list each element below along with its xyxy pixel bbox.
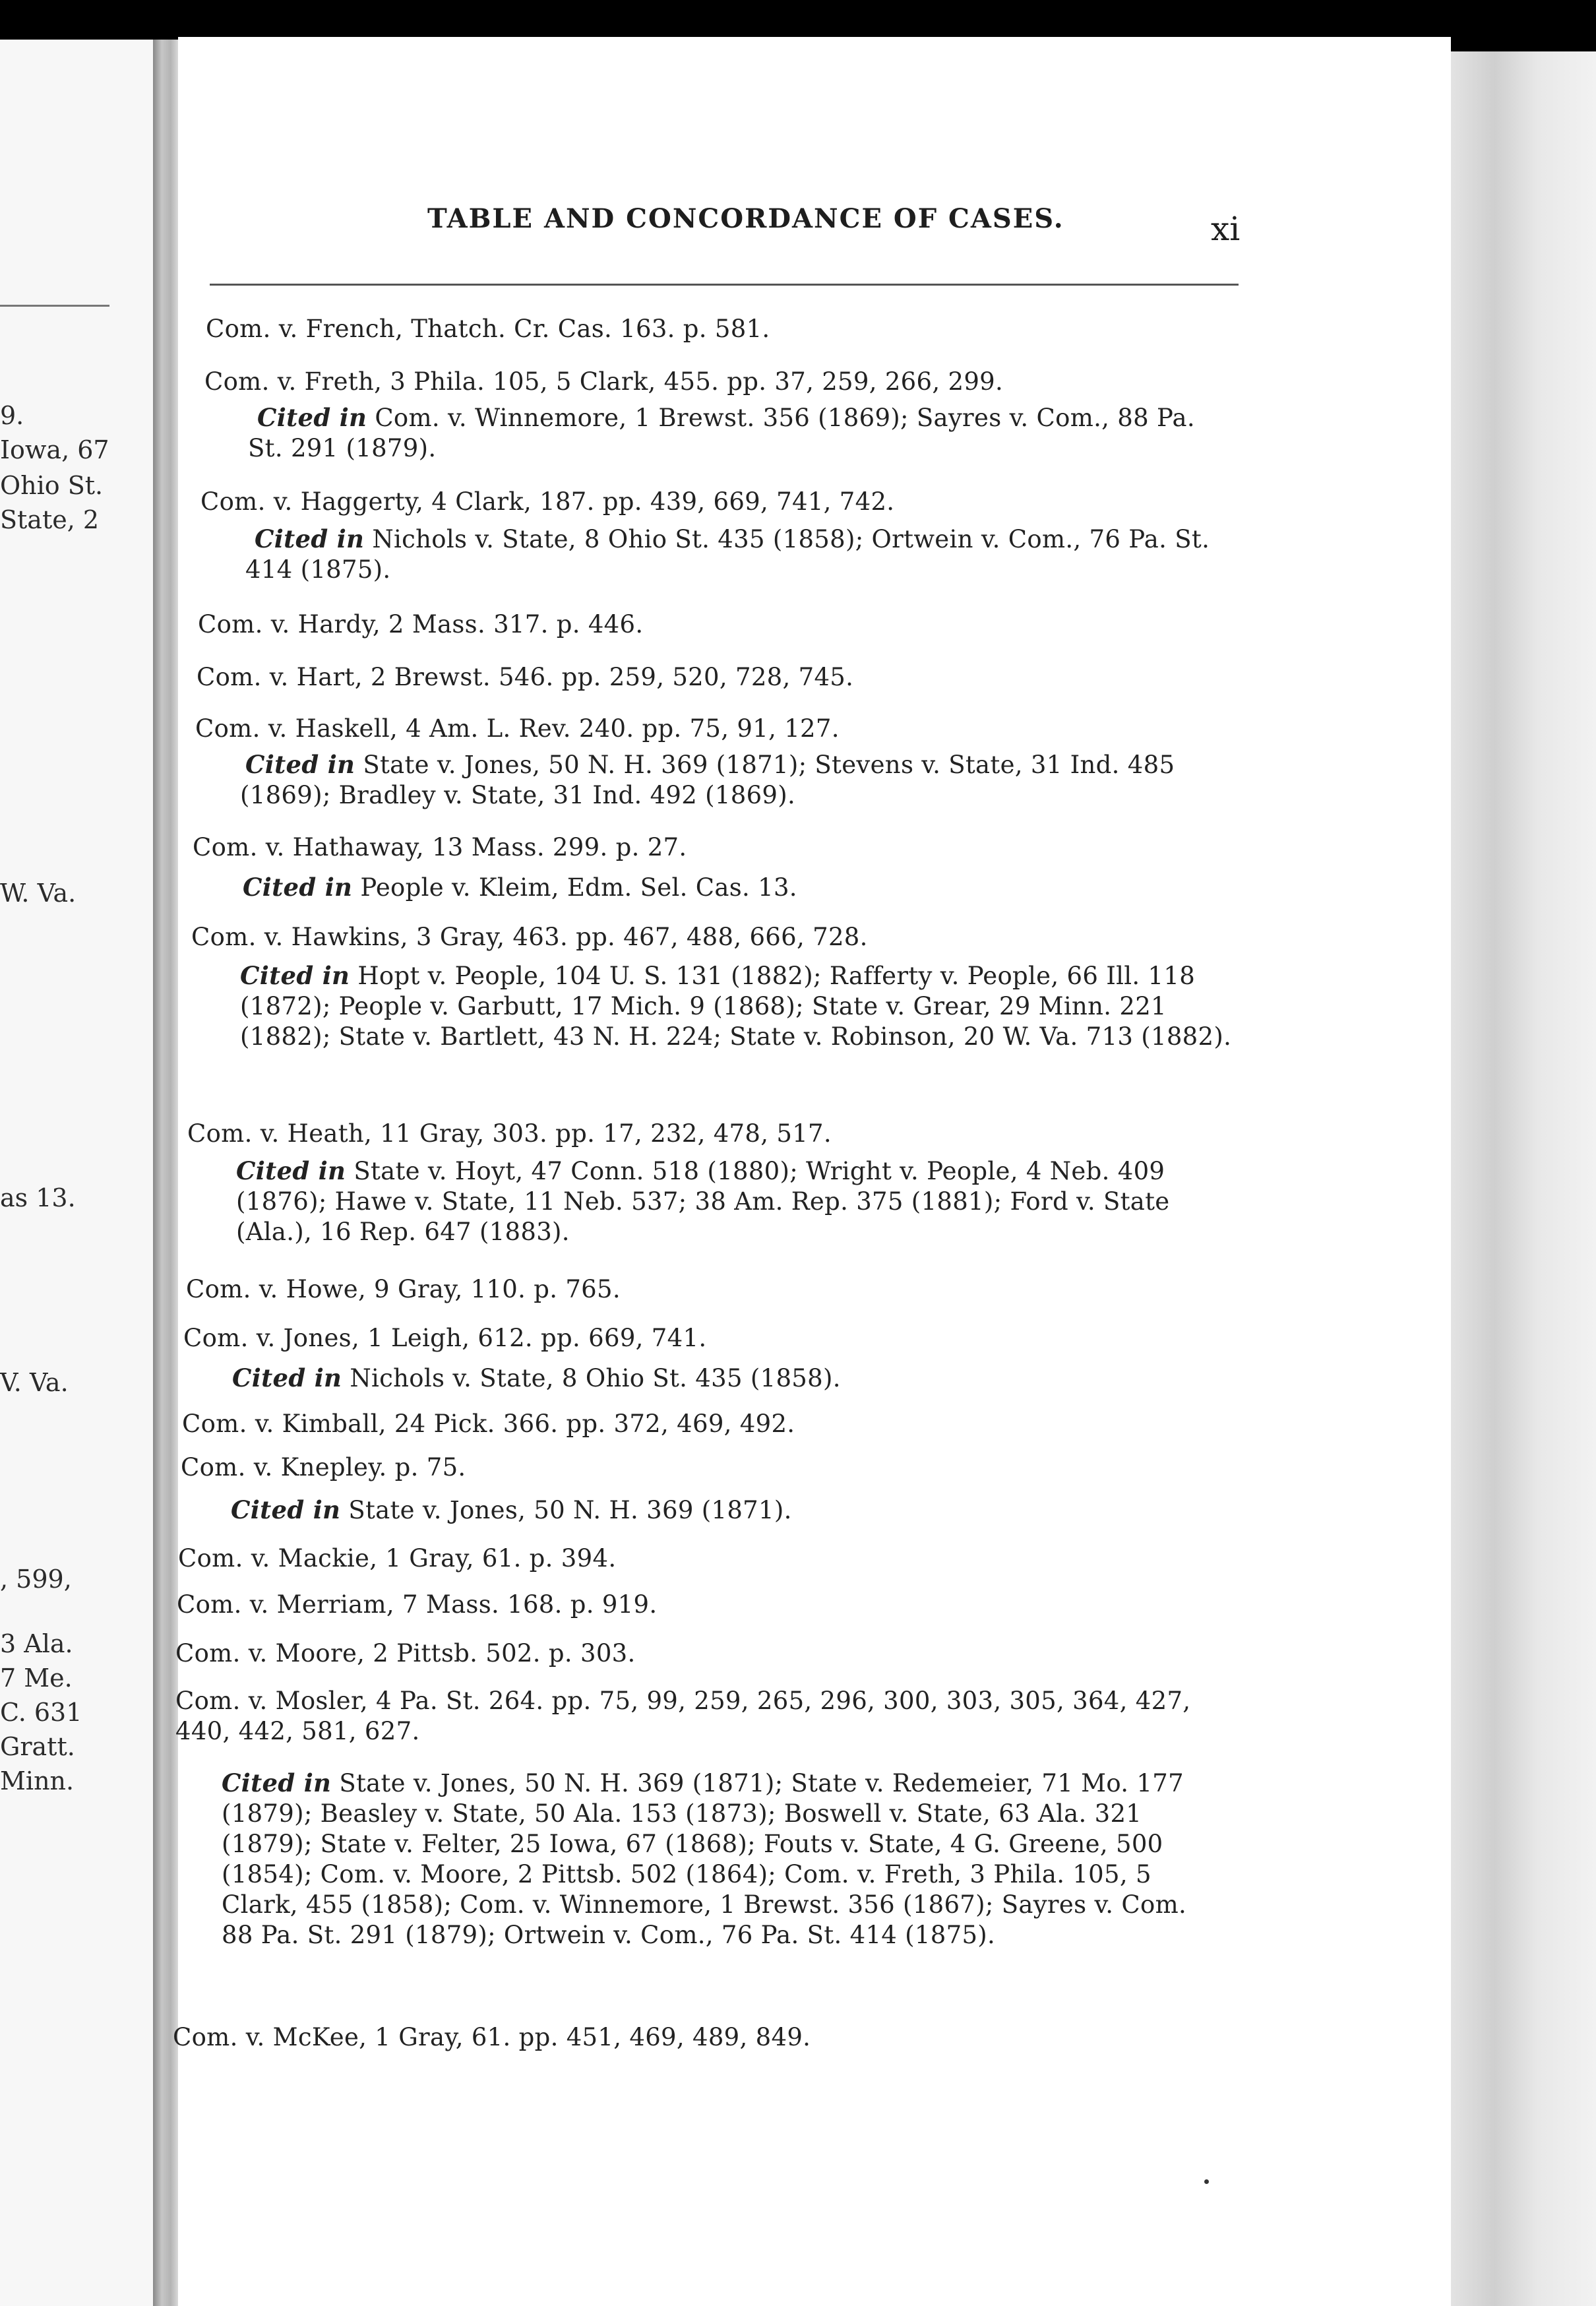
book-gutter bbox=[153, 40, 178, 2306]
left-page-fragment: 9. bbox=[0, 401, 24, 430]
left-page-fragment: V. Va. bbox=[0, 1368, 69, 1397]
case-entry-text: Com. v. Mosler, 4 Pa. St. 264. pp. 75, 99, 259, 265, 296, 300, 303, 305, 364, 427, 440, 442, 581, 627. bbox=[175, 1687, 1191, 1745]
left-page-rule bbox=[0, 305, 109, 307]
cited-in-text: Nichols v. State, 8 Ohio St. 435 (1858). bbox=[350, 1364, 841, 1392]
page-header-title: TABLE AND CONCORDANCE OF CASES. bbox=[427, 203, 1064, 234]
left-page-fragment: Ohio St. bbox=[0, 471, 104, 500]
case-entry: Com. v. Howe, 9 Gray, 110. p. 765. bbox=[186, 1275, 621, 1303]
case-entry: Com. v. Hardy, 2 Mass. 317. p. 446. bbox=[198, 610, 644, 639]
cited-in-block bbox=[248, 402, 1237, 464]
cited-in-label: Cited in bbox=[231, 1495, 341, 1524]
header-rule bbox=[210, 284, 1239, 286]
case-entry: Com. v. Hathaway, 13 Mass. 299. p. 27. bbox=[193, 833, 687, 861]
case-entry: Com. v. Jones, 1 Leigh, 612. pp. 669, 741. bbox=[183, 1324, 707, 1352]
cited-in-block bbox=[243, 872, 1232, 903]
cited-in-label: Cited in bbox=[243, 873, 353, 902]
cited-in-label: Cited in bbox=[245, 750, 355, 779]
left-page bbox=[0, 40, 153, 2306]
case-entry: Com. v. Hart, 2 Brewst. 546. pp. 259, 520, 728, 745. bbox=[197, 663, 854, 691]
case-entry: Com. v. Merriam, 7 Mass. 168. p. 919. bbox=[177, 1590, 658, 1619]
cited-in-block bbox=[245, 524, 1235, 585]
case-entry: Com. v. Haskell, 4 Am. L. Rev. 240. pp. 75, 91, 127. bbox=[195, 714, 840, 743]
cited-in-label: Cited in bbox=[222, 1768, 332, 1797]
case-entry: Com. v. Mackie, 1 Gray, 61. p. 394. bbox=[178, 1544, 617, 1573]
case-entry: Com. v. Moore, 2 Pittsb. 502. p. 303. bbox=[175, 1639, 636, 1667]
cited-in-label: Cited in bbox=[240, 961, 350, 990]
page-edge bbox=[1451, 51, 1596, 2306]
cited-in-block bbox=[236, 1156, 1232, 1247]
case-entry: Com. v. Freth, 3 Phila. 105, 5 Clark, 455. pp. 37, 259, 266, 299. bbox=[204, 367, 1004, 396]
left-page-fragment: Minn. bbox=[0, 1766, 75, 1795]
cited-in-block bbox=[240, 960, 1236, 1052]
cited-in-text: Nichols v. State, 8 Ohio St. 435 (1858); Ortwein v. Com., 76 Pa. St. 414 (1875). bbox=[245, 525, 1210, 584]
left-page-fragment: 7 Me. bbox=[0, 1664, 73, 1693]
cited-in-text: Com. v. Winnemore, 1 Brewst. 356 (1869); Sayres v. Com., 88 Pa. St. 291 (1879). bbox=[248, 404, 1195, 462]
cited-in-text: People v. Kleim, Edm. Sel. Cas. 13. bbox=[360, 873, 797, 902]
cited-in-text: State v. Jones, 50 N. H. 369 (1871); State v. Redemeier, 71 Mo. 177 (1879); Beasley v. State, 50 Ala. 153 (1873); Boswell v. State, 63 Ala. 321 (1879); State v. Felter, 25 Iowa, 67 (1868); Fouts v. State, 4 G. Greene, 500 (1854); Com. v. Moore, 2 Pittsb. 502 (1864); Com. v. Freth, 3 Phila. 105, 5 Clark, 455 (1858); Com. v. Winnemore, 1 Brewst. 356 (1867); Sayres v. Com. 88 Pa. St. 291 (1879); Ortwein v. Com., 76 Pa. St. 414 (1875). bbox=[222, 1769, 1187, 1949]
page-number: xi bbox=[1211, 210, 1241, 248]
left-page-fragment: State, 2 bbox=[0, 505, 100, 534]
case-entry: Com. v. Hawkins, 3 Gray, 463. pp. 467, 488, 666, 728. bbox=[191, 923, 868, 951]
case-entry: Com. v. French, Thatch. Cr. Cas. 163. p. 581. bbox=[206, 315, 770, 343]
cited-in-label: Cited in bbox=[255, 524, 365, 553]
case-entry: Com. v. Kimball, 24 Pick. 366. pp. 372, 469, 492. bbox=[182, 1410, 795, 1438]
left-page-fragment: Iowa, 67 bbox=[0, 435, 109, 464]
cited-in-block bbox=[222, 1768, 1211, 1950]
case-entry: Com. v. Heath, 11 Gray, 303. pp. 17, 232, 478, 517. bbox=[187, 1119, 832, 1148]
case-entry: Com. v. McKee, 1 Gray, 61. pp. 451, 469, 489, 849. bbox=[173, 2023, 811, 2051]
cited-in-block bbox=[232, 1363, 1221, 1394]
case-entry: Com. v. Haggerty, 4 Clark, 187. pp. 439, 669, 741, 742. bbox=[200, 487, 895, 516]
cited-in-label: Cited in bbox=[236, 1156, 346, 1185]
case-entry-multiline bbox=[175, 1686, 1217, 1747]
cited-in-text: State v. Jones, 50 N. H. 369 (1871). bbox=[348, 1496, 792, 1524]
cited-in-text: State v. Hoyt, 47 Conn. 518 (1880); Wright v. People, 4 Neb. 409 (1876); Hawe v. State, 11 Neb. 537; 38 Am. Rep. 375 (1881); Ford v. State (Ala.), 16 Rep. 647 (1883). bbox=[236, 1157, 1170, 1246]
left-page-fragment: , 599, bbox=[0, 1565, 72, 1594]
cited-in-text: Hopt v. People, 104 U. S. 131 (1882); Rafferty v. People, 66 Ill. 118 (1872); People v. Garbutt, 17 Mich. 9 (1868); State v. Grear, 29 Minn. 221 (1882); State v. Bartlett, 43 N. H. 224; State v. Robinson, 20 W. Va. 713 (1882). bbox=[240, 962, 1232, 1051]
left-page-fragment: W. Va. bbox=[0, 879, 77, 908]
left-page-fragment: C. 631 bbox=[0, 1698, 82, 1727]
left-page-fragment: as 13. bbox=[0, 1183, 76, 1212]
scan-speck bbox=[1204, 2179, 1209, 2184]
cited-in-text: State v. Jones, 50 N. H. 369 (1871); Stevens v. State, 31 Ind. 485 (1869); Bradley v. State, 31 Ind. 492 (1869). bbox=[240, 751, 1175, 809]
cited-in-block bbox=[240, 749, 1236, 811]
left-page-fragment: Gratt. bbox=[0, 1732, 75, 1761]
cited-in-label: Cited in bbox=[257, 403, 367, 432]
cited-in-block bbox=[231, 1495, 1220, 1526]
cited-in-label: Cited in bbox=[232, 1363, 342, 1392]
case-entry: Com. v. Knepley. p. 75. bbox=[181, 1453, 466, 1481]
left-page-fragment: 3 Ala. bbox=[0, 1629, 73, 1658]
